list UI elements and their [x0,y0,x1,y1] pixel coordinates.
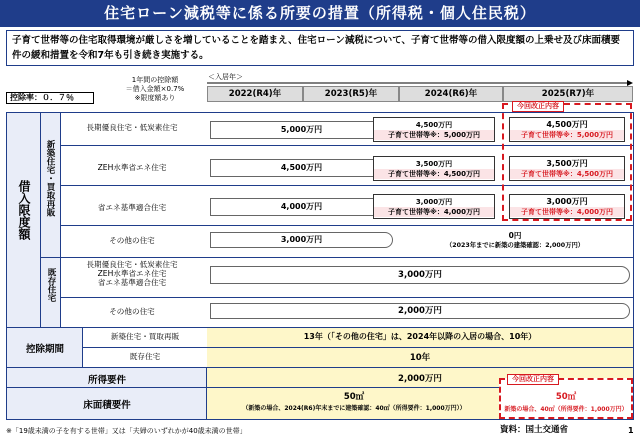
limit-2022-2023-energy: 4,000万円 [210,198,393,216]
annual-deduction-note: 1年間の控除額 ＝借入金額×0.7% ※限度額あり [125,76,185,102]
limit-2024-energy [373,194,495,219]
move-in-year-label: ＜入居年＞ [208,73,243,81]
limit-2022-2023-other: 3,000万円 [210,232,393,248]
year-header-2022: 2022(R4)年 [207,86,303,102]
row-label-energy: 省エネ基準適合住宅 [97,203,167,212]
limit-2024-long-life-child: 子育て世帯等※：5,000万円 [374,130,494,140]
row-label-zeh: ZEH水準省エネ住宅 [97,163,167,172]
row-label-existing-certified: 長期優良住宅・低炭素住宅 ZEH水準省エネ住宅 省エネ基準適合住宅 [86,260,178,287]
divider [61,225,633,226]
limit-2025-long-life [509,117,625,142]
revision-tag: 今回改正内容 [512,101,564,112]
limit-2024-zeh-child: 子育て世帯等※：4,500万円 [374,169,494,179]
period-existing-label: 既存住宅 [129,352,161,361]
limit-2025-energy-child: 子育て世帯等※：4,000万円 [510,207,624,217]
floor-value-2025: 50㎡ [555,392,577,402]
limit-2024-energy-base: 3,000万円 [415,198,453,206]
year-header-2023: 2023(R5)年 [303,86,399,102]
row-label-long-life: 長期優良住宅・低炭素住宅 [86,123,178,132]
floor-note-2025: 新築の場合、40㎡（所得要件：1,000万円） [504,406,628,413]
limit-existing-certified: 3,000万円 [210,266,630,284]
source-note: 資料：国土交通省 [500,425,569,435]
limit-existing-other: 2,000万円 [210,303,630,319]
limit-2025-long-life-child: 子育て世帯等※：5,000万円 [510,130,624,140]
intro-box: 子育て世帯等の住宅取得環境が厳しさを増していることを踏まえ、住宅ローン減税について、子育て世帯等の借入限度額の上乗せ及び床面積要件の緩和措置を令和7年も引き続き実施する。 [6,30,634,66]
row-label-other: その他の住宅 [109,236,155,245]
divider [41,257,633,258]
deduction-rate: 控除率：０．７％ [6,92,94,104]
revision-tag-floor: 今回改正内容 [507,374,559,385]
page-number: 1 [628,426,634,435]
limit-2025-long-life-base: 4,500万円 [546,120,588,129]
limit-2024-long-life [373,117,495,142]
limit-2025-zeh-child: 子育て世帯等※：4,500万円 [510,169,624,179]
period-new-label: 新築住宅・買取再販 [110,332,180,341]
limit-2025-zeh [509,156,625,181]
deduction-period-label: 控除期間 [25,344,64,355]
limit-2024-other-note: （2023年までに新築の建築確認：2,000万円） [445,242,585,249]
limit-2022-2023-zeh: 4,500万円 [210,159,393,177]
divider [61,297,633,298]
income-value: 2,000万円 [398,374,442,384]
floor-value: 50㎡ [343,392,365,402]
existing-label: 既存住宅 [46,268,56,302]
limit-2022-2023-long-life: 5,000万円 [210,121,393,139]
limit-2025-energy [509,194,625,219]
limit-2025-zeh-base: 3,500万円 [546,159,588,168]
year-header-2024: 2024(R6)年 [399,86,503,102]
income-label: 所得要件 [87,375,126,386]
limit-2024-energy-child: 子育て世帯等※：4,000万円 [374,207,494,217]
footnote: ※「19歳未満の子を有する世帯」又は「夫婦のいずれかが40歳未満の世帯」 [6,427,247,435]
limit-2025-energy-base: 3,000万円 [546,197,588,206]
period-new-value: 13年（「その他の住宅」は、2024年以降の入居の場合、10年） [303,332,537,341]
row-label-existing-other: その他の住宅 [109,307,155,316]
limit-2024-zeh [373,156,495,181]
new-home-label: 新築住宅・買取再販 [45,140,55,217]
floor-note: （新築の場合、2024(R6)年末までに建築確認：40㎡（所得要件：1,000万円）） [242,405,466,412]
limit-2024-long-life-base: 4,500万円 [415,121,453,129]
page-title: 住宅ローン減税等に係る所要の措置（所得税・個人住民税） [0,0,640,27]
limit-2024-other: 0円 [508,231,522,240]
year-header-2025: 2025(R7)年 [503,86,633,102]
floor-label: 床面積要件 [83,400,131,411]
borrowing-limit-label: 借入限度額 [17,180,31,240]
limit-2024-zeh-base: 3,500万円 [415,160,453,168]
period-existing-value: 10年 [409,353,431,363]
